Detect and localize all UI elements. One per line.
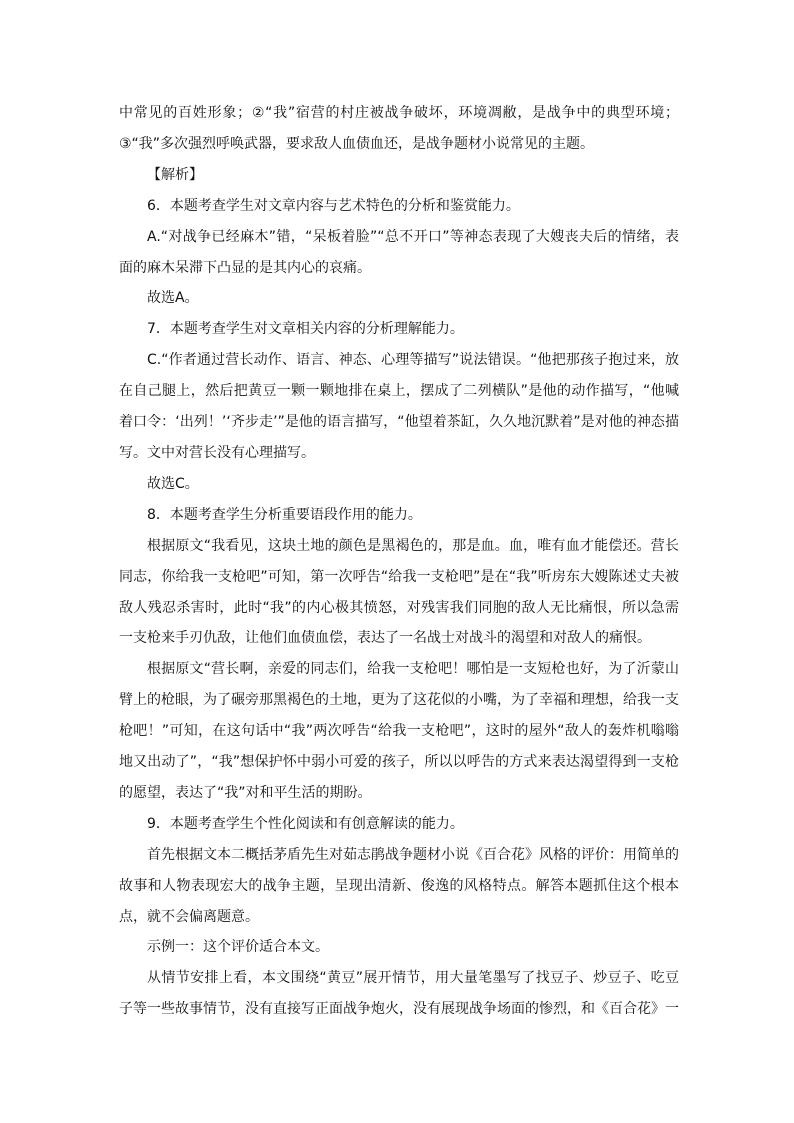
document-body xyxy=(119,98,679,1025)
paragraph-answer-continuation: 中常见的百姓形象；②“我”宿营的村庄被战争破坏，环境凋敝，是战争中的典型环境；③“我”多次强烈呼唤武器，要求敌人血债血还，是战争题材小说常见的主题。 xyxy=(119,105,679,152)
paragraph-analysis-heading: 【解析】 xyxy=(147,166,203,183)
paragraph-q7-option-c: C.“作者通过营长动作、语言、神态、心理等描写”说法错误。“他把那孩子抱过来，放在自己腿上，然后把黄豆一颗一颗地排在桌上，摆成了二列横队”是他的动作描写，“他喊着口令：‘出列！’‘齐步走’”是他的语言描写，“他望着茶缸，久久地沉默着”是对他的神态描写。文中对营长没有心理描写。 xyxy=(119,352,679,461)
paragraph-q6-intro: 6．本题考查学生对文章内容与艺术特色的分析和鉴赏能力。 xyxy=(147,197,520,214)
paragraph-q8-first-call: 根据原文“我看见，这块土地的颜色是黑褐色的，那是血。血，唯有血才能偿还。营长同志，你给我一支枪吧”可知，第一次呼告“给我一支枪吧”是在“我”听房东大嫂陈述丈夫被敌人残忍杀害时，此时“我”的内心极其愤怒，对残害我们同胞的敌人无比痛恨，所以急需一支枪来手刃仇敌，让他们血债血偿，表达了一名战士对战斗的渴望和对敌人的痛恨。 xyxy=(119,537,679,647)
paragraph-q9-example-one: 示例一：这个评价适合本文。 xyxy=(147,939,329,956)
paragraph-q8-second-call: 根据原文“营长啊，亲爱的同志们，给我一支枪吧！哪怕是一支短枪也好，为了沂蒙山臂上的枪眼，为了碾旁那黑褐色的土地，更为了这花似的小嘴，为了幸福和理想，给我一支枪吧！”可知，在这句话中“我”两次呼告“给我一支枪吧”，这时的屋外“敌人的轰炸机嗡嗡地又出动了”，“我”想保护怀中弱小可爱的孩子，所以以呼告的方式来表达渴望得到一支枪的愿望，表达了“我”对和平生活的期盼。 xyxy=(119,661,679,801)
paragraph-q9-summary: 首先根据文本二概括茅盾先生对茹志鹃战争题材小说《百合花》风格的评价：用简单的故事和人物表现宏大的战争主题，呈现出清新、俊逸的风格特点。解答本题抓住这个根本点，就不会偏离题意。 xyxy=(119,846,679,925)
paragraph-q7-intro: 7．本题考查学生对文章相关内容的分析理解能力。 xyxy=(147,321,464,338)
paragraph-q6-option-a: A.“对战争已经麻木”错，“呆板着脸”“总不开口”等神态表现了大嫂丧夫后的情绪，表面的麻木呆滞下凸显的是其内心的哀痛。 xyxy=(119,228,679,276)
paragraph-q9-intro: 9．本题考查学生个性化阅读和有创意解读的能力。 xyxy=(147,815,464,832)
paragraph-q6-answer: 故选A。 xyxy=(147,290,199,307)
paragraph-q7-answer: 故选C。 xyxy=(147,475,199,492)
paragraph-q8-intro: 8．本题考查学生分析重要语段作用的能力。 xyxy=(147,506,422,523)
paragraph-q9-plot: 从情节安排上看，本文围绕“黄豆”展开情节，用大量笔墨写了找豆子、炒豆子、吃豆子等一些故事情节，没有直接写正面战争炮火，没有展现战争场面的惨烈，和《百合花》一 xyxy=(119,970,679,1018)
